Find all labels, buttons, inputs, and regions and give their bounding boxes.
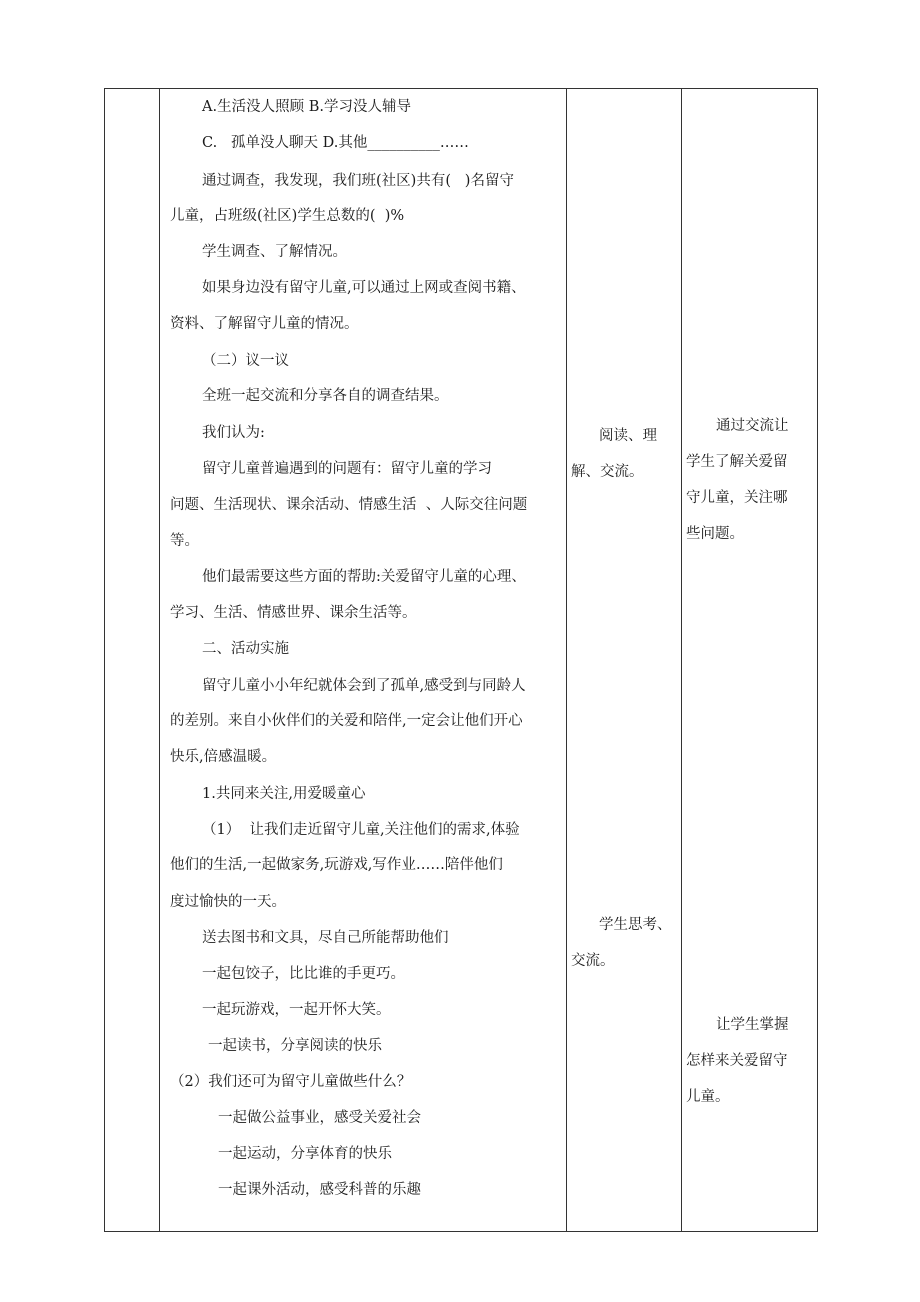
content-line: 通过调查，我发现，我们班(社区)共有( )名留守 [202, 173, 514, 189]
content-line: （二）议一议 [202, 353, 289, 369]
activity-line: 解、交流。 [571, 464, 644, 480]
content-line: 留守儿童小小年纪就体会到了孤单,感受到与同龄人 [202, 678, 526, 694]
intent-line: 让学生掌握 [716, 1017, 789, 1033]
intent-line: 通过交流让 [716, 418, 789, 434]
activity-line: 阅读、理 [599, 428, 657, 444]
intent-line: 学生了解关爱留 [686, 454, 788, 470]
content-line: 一起做公益事业，感受关爱社会 [218, 1110, 421, 1126]
content-line: 一起包饺子，比比谁的手更巧。 [202, 966, 405, 982]
student-activity-cell [567, 89, 679, 1231]
content-line: C. 孤单没人聊天 D.其他__________…… [202, 135, 469, 151]
intent-line: 儿童。 [686, 1089, 730, 1105]
content-line: （1） 让我们走近留守儿童,关注他们的需求,体验 [202, 822, 520, 838]
intent-line: 守儿童，关注哪 [686, 490, 788, 506]
content-line: 资料、了解留守儿童的情况。 [170, 316, 359, 332]
content-line: 二、活动实施 [202, 641, 289, 657]
content-line: 儿童，占班级(社区)学生总数的( )% [170, 208, 405, 224]
activity-line: 交流。 [571, 953, 615, 969]
intent-line: 些问题。 [686, 526, 744, 542]
content-line: 学习、生活、情感世界、课余生活等。 [170, 605, 417, 621]
content-line: 快乐,倍感温暖。 [170, 749, 277, 765]
content-line: 一起运动，分享体育的快乐 [218, 1146, 392, 1162]
content-line: 一起读书，分享阅读的快乐 [208, 1038, 382, 1054]
design-intent-cell [682, 89, 817, 1231]
lesson-plan-table [104, 88, 818, 1232]
content-line: 送去图书和文具，尽自己所能帮助他们 [202, 930, 449, 946]
content-line: 1.共同来关注,用爱暖童心 [202, 786, 366, 802]
content-line: 全班一起交流和分享各自的调查结果。 [202, 388, 449, 404]
content-line: 一起玩游戏，一起开怀大笑。 [202, 1002, 391, 1018]
content-line: 他们的生活,一起做家务,玩游戏,写作业……陪伴他们 [170, 857, 503, 873]
content-line: （2）我们还可为留守儿童做些什么？ [170, 1074, 412, 1090]
content-line: 留守儿童普遍遇到的问题有：留守儿童的学习 [202, 461, 492, 477]
content-line: 一起课外活动，感受科普的乐趣 [218, 1182, 421, 1198]
activity-line: 学生思考、 [599, 917, 672, 933]
content-line: 问题、生活现状、课余活动、情感生活 、人际交往问题 [170, 497, 528, 513]
content-line: A.生活没人照顾 B.学习没人辅导 [202, 99, 411, 115]
intent-line: 怎样来关爱留守 [686, 1053, 788, 1069]
content-line: 我们认为: [202, 425, 265, 441]
teaching-content-cell [160, 89, 570, 1231]
content-line: 等。 [170, 533, 199, 549]
content-line: 如果身边没有留守儿童,可以通过上网或查阅书籍、 [202, 280, 526, 296]
content-line: 学生调查、了解情况。 [202, 244, 347, 260]
content-line: 的差别。来自小伙伴们的关爱和陪伴,一定会让他们开心 [170, 713, 523, 729]
content-line: 度过愉快的一天。 [170, 894, 286, 910]
content-line: 他们最需要这些方面的帮助:关爱留守儿童的心理、 [202, 569, 526, 585]
